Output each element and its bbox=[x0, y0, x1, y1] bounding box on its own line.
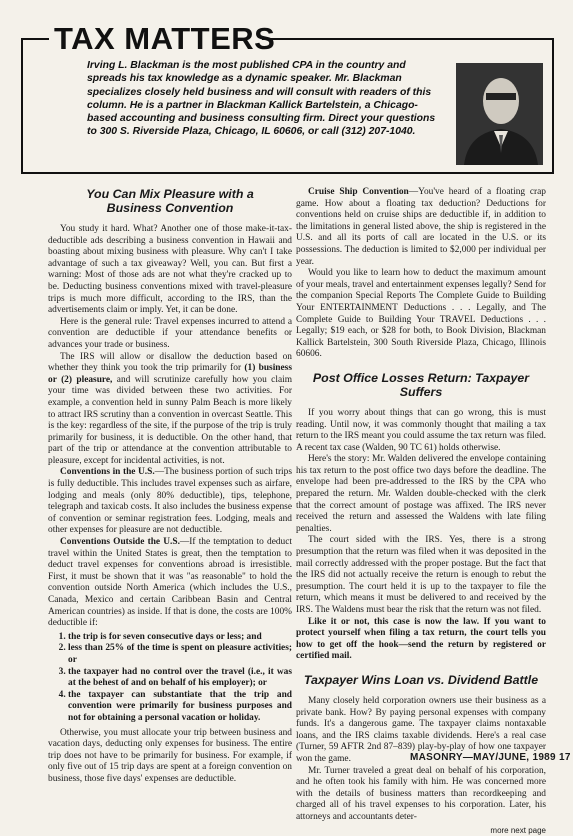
paragraph: Would you like to learn how to deduct the maximum amount of your meals, travel and entertainment expenses legally? Send for the companion Special Reports The Complete Guide to Building Your ENTERTAINMENT Deductions . . . Legally, and The Complete Guide to Building Your TRAVEL Deductions . . . Legally; $19 each, or $28 for both, to Book Division, Blackman Kallick Bartelstein, 300 South Riverside Plaza, Chicago, Illinois 60606. bbox=[296, 268, 546, 361]
author-intro: Irving L. Blackman is the most published CPA in the country and spreads his tax knowledge as a dynamic speaker. Mr. Blackman specializes closely held business and will consult with readers of this column. He is a partner in Blackman Kallick Bartelstein, a Chicago-based accounting and business consulting firm. Direct your questions to 300 S. Riverside Plaza, Chicago, IL 60606, or call (312) 207-1040. bbox=[87, 59, 440, 139]
paragraph: If you worry about things that can go wrong, this is must reading. Until now, it was commonly thought that mailing a tax return to the IRS meant you could assume the tax return was filed. A recent tax case (Walden, 90 TC 61) holds otherwise. bbox=[296, 408, 546, 454]
conditions-list bbox=[48, 632, 292, 725]
list-item: 2. less than 25% of the time is spent on pleasure activities; or bbox=[68, 643, 292, 666]
article-title-post-office: Post Office Losses Return: Taxpayer Suffers bbox=[296, 371, 546, 399]
list-item: 1. the trip is for seven consecutive days or less; and bbox=[68, 632, 292, 644]
text-run: —You've heard of a floating crap game. How about a floating tax deduction? Deductions for conventions held on cruise ships are deductible if, in addition to the limitations in general listed above, the ship is registered in the U.S. and all its ports of call are located in the U.S. or its possessions. The deduction is limited to $2,000 per individual per year. bbox=[296, 187, 546, 267]
article-title-loan-dividend: Taxpayer Wins Loan vs. Dividend Battle bbox=[296, 673, 546, 687]
article-title-conventions bbox=[48, 187, 292, 215]
subhead-lead: Conventions in the U.S. bbox=[60, 467, 155, 477]
page-footer: MASONRY—MAY/JUNE, 1989 17 bbox=[410, 752, 571, 763]
bold-run: (1) business or (2) pleasure, bbox=[48, 363, 292, 385]
title-line-1: You Can Mix Pleasure with a bbox=[86, 187, 254, 201]
paragraph bbox=[48, 352, 292, 468]
continued-note: more next page bbox=[296, 825, 546, 836]
paragraph: Mr. Turner traveled a great deal on behalf of his corporation, and he often took his family with him. He was concerned more with the details of business matters than recordkeeping and charged all of his travel expenses to his corporation. Later, his attorneys and accountants deter- bbox=[296, 766, 546, 824]
author-photo bbox=[456, 63, 543, 165]
text-run: —The business portion of such trips is fully deductible. This includes travel expenses such as airfare, lodging and meals (only 80% deductible), tips, telephone, telegraph and taxicab costs. It also includes the business expense of convention or seminar registration fees. Lodging, meals and other expenses for pleasure are not deductible. bbox=[48, 467, 292, 535]
list-item: 4. the taxpayer can substantiate that the trip and convention were primarily for business purposes and not for obtaining a personal vacation or holiday. bbox=[68, 690, 292, 725]
paragraph bbox=[296, 187, 546, 268]
left-column bbox=[48, 187, 292, 786]
text-run: —If the temptation to deduct travel within the United States is great, then the temptation to deduct travel expenses for conventions abroad is irresistible. First, it must be shown that it was "as reasonable" to hold the convention outside North America (which includes the U.S., Canada, Mexico and certain Caribbean Basin and Central American countries) as inside. If that is done, the costs are 100% deductible if: bbox=[48, 537, 292, 628]
paragraph: Otherwise, you must allocate your trip between business and vacation days, deducting only expenses for business. The entire trip does not have to be primarily for business. For example, if only five out of 15 trip days are spent at a foreign convention on business, those five days' expenses are deductible. bbox=[48, 728, 292, 786]
text-run: and will scrutinize carefully how you claim your time was divided between these two activities. For example, a convention held in sunny Palm Beach is more likely to attract IRS scrutiny than a convention in overcast Seattle. This is the key: regardless of the site, if the purpose of the trip is truly primarily for business, it is deductible. On the other hand, that part of the trip or attendance at the convention attributable to pleasure, except for incidental activities, is not. bbox=[48, 375, 292, 466]
right-column bbox=[296, 187, 546, 836]
paragraph: Many closely held corporation owners use their business as a private bank. How? By paying personal expenses with company funds. It's a dangerous game. The taxpayer claims nontaxable loans, and the IRS claims taxable dividends. Here's a real case (Turner, 59 AFTR 2nd 87–839) play-by-play of how one taxpayer won the game. bbox=[296, 696, 546, 766]
paragraph: Here's the story: Mr. Walden delivered the envelope containing his tax return to the post office two days before the deadline. The envelope had been pre-addressed to the IRS by the CPA who prepared the return. Mr. Walden double-checked with the clerk that the correct amount of postage was affixed. The IRS never received the return and assessed the Waldens with late filing penalties. bbox=[296, 454, 546, 535]
subhead-lead: Cruise Ship Convention bbox=[308, 187, 409, 197]
paragraph: Here is the general rule: Travel expenses incurred to attend a convention are deductible if your attendance benefits or advances your trade or business. bbox=[48, 317, 292, 352]
paragraph: The court sided with the IRS. Yes, there is a strong presumption that the return was filed when it was deposited in the mail correctly addressed with the proper postage. But the fact that the IRS did not actually receive the return is enough to rebut the presumption. The court held it is up to the taxpayer to file the return, which means it must be delivered to and received by the IRS. The Waldens must bear the risk that the return was not filed. bbox=[296, 535, 546, 616]
list-item: 3. the taxpayer had no control over the travel (i.e., it was at the behest of and on behalf of his employer); or bbox=[68, 667, 292, 690]
paragraph-bold: Like it or not, this case is now the law. If you want to protect yourself when filing a tax return, the court tells you how to get off the hook—send the return by registered or certified mail. bbox=[296, 617, 546, 663]
title-line-2: Business Convention bbox=[107, 201, 234, 215]
subhead-lead: Conventions Outside the U.S. bbox=[60, 537, 180, 547]
paragraph: You study it hard. What? Another one of those make-it-tax-deductible ads describing a business convention in Hawaii and boasting about mixing business with pleasure. Why can't I take advantage of such a tax giveaway? Well, you can. But first a warning: Most of those ads are not what they're cracked up to be. Deducting business conventions mixed with travel-pleasure trips is much more difficult, according to the IRS, than the advertisements claim or imply. Yet, it can be done. bbox=[48, 224, 292, 317]
column-title: TAX MATTERS bbox=[54, 21, 275, 57]
author-portrait-icon bbox=[456, 63, 543, 165]
paragraph bbox=[48, 537, 292, 630]
paragraph bbox=[48, 467, 292, 537]
text-run: The IRS will allow or disallow the deduction based on whether they think you took the trip primarily for bbox=[48, 352, 292, 374]
